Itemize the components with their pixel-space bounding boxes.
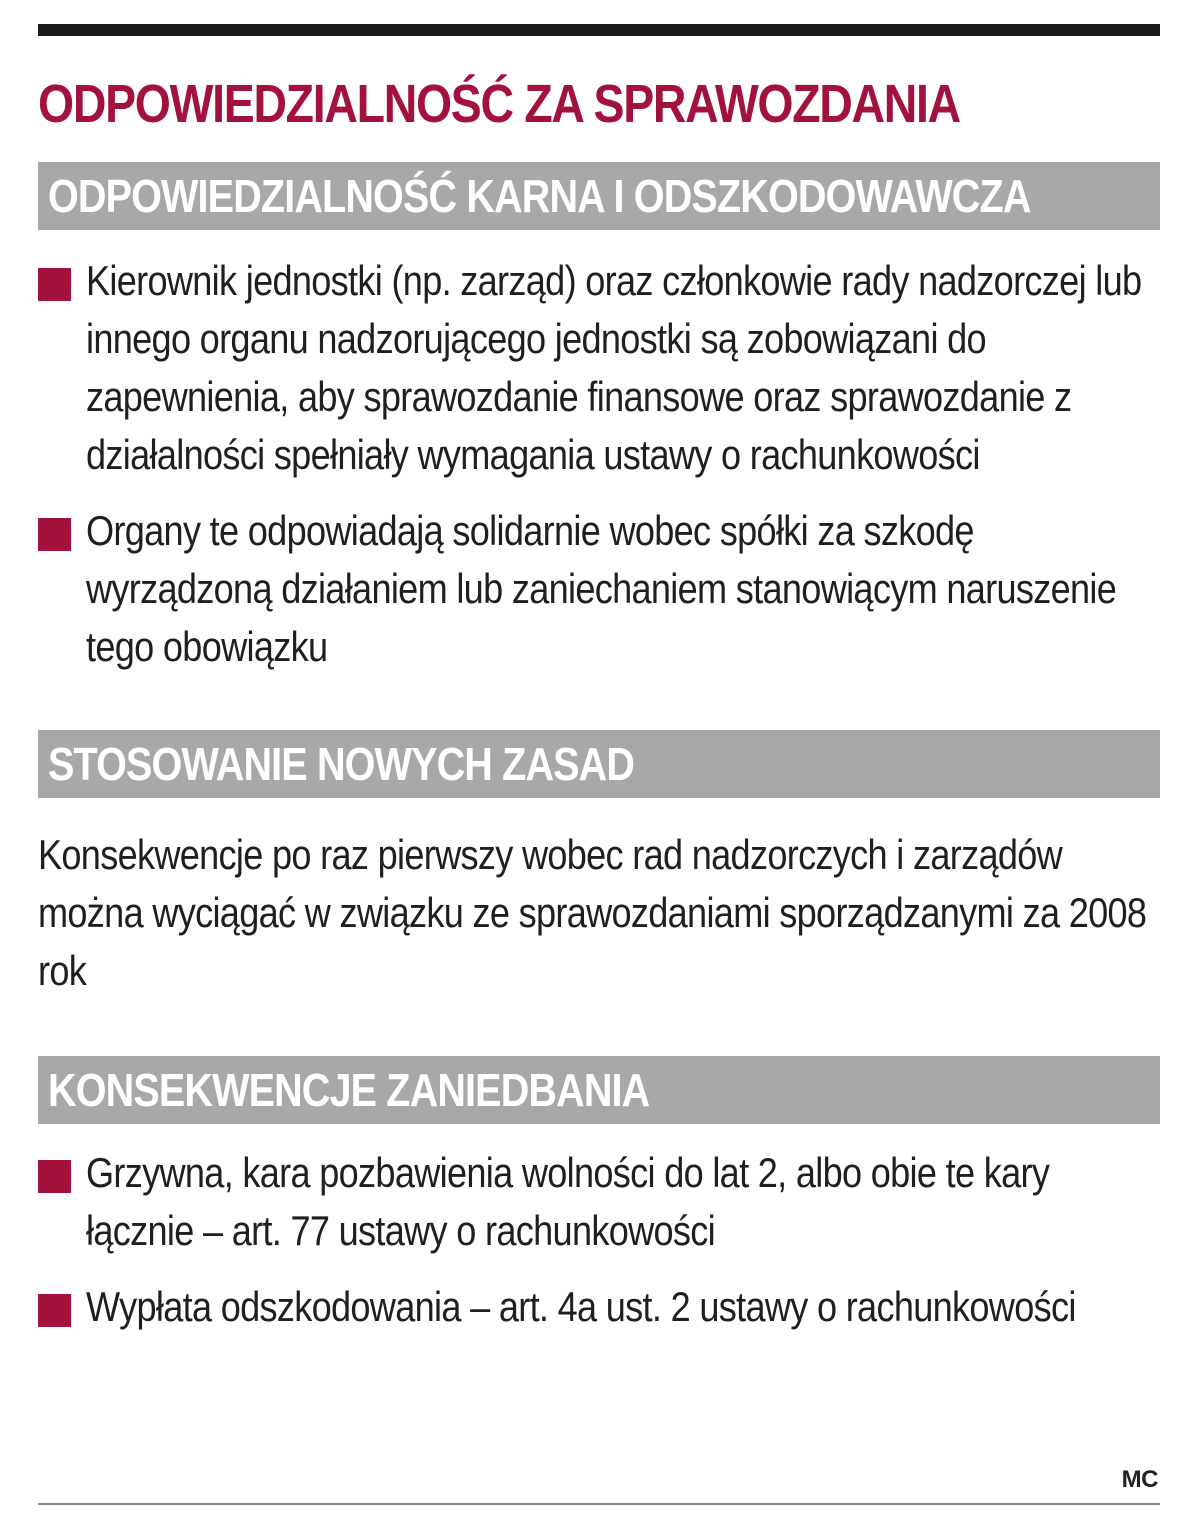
- bullet-square-icon: [38, 1294, 71, 1327]
- infographic-frame: [38, 24, 1160, 1336]
- list-item: Kierownik jednostki (np. zarząd) oraz członkowie rady nadzorczej lub innego organu nadzorującego jednostki są zobowiązani do zapewnienia, aby sprawozdanie finansowe oraz sprawozdanie z działalności spełniały wymagania ustawy o rachunkowości: [38, 252, 1160, 484]
- section-heading-liability: [38, 162, 1160, 230]
- section-heading-text: KONSEKWENCJE ZANIEDBANIA: [48, 1064, 650, 1116]
- list-item: Grzywna, kara pozbawienia wolności do lat 2, albo obie te kary łącznie – art. 77 ustawy o rachunkowości: [38, 1144, 1160, 1260]
- section-heading-text: STOSOWANIE NOWYCH ZASAD: [48, 738, 635, 790]
- section-heading-new-rules: [38, 730, 1160, 798]
- author-credit: MC: [1121, 1466, 1158, 1493]
- section-heading-text: ODPOWIEDZIALNOŚĆ KARNA I ODSZKODOWAWCZA: [48, 170, 1031, 222]
- bullet-square-icon: [38, 518, 71, 551]
- bottom-rule: [38, 1503, 1160, 1505]
- section-heading-consequences: [38, 1056, 1160, 1124]
- liability-list: [38, 252, 1160, 676]
- bullet-square-icon: [38, 1160, 71, 1193]
- page-title: ODPOWIEDZIALNOŚĆ ZA SPRAWOZDANIA: [38, 74, 960, 134]
- bullet-square-icon: [38, 268, 71, 301]
- list-item: Wypłata odszkodowania – art. 4a ust. 2 ustawy o rachunkowości: [38, 1278, 1160, 1336]
- top-rule: [38, 24, 1160, 36]
- new-rules-paragraph: Konsekwencje po raz pierwszy wobec rad nadzorczych i zarządów można wyciągać w związku ze sprawozdaniami sporządzanymi za 2008 rok: [38, 831, 1147, 994]
- consequences-list: [38, 1144, 1160, 1336]
- list-item: Organy te odpowiadają solidarnie wobec spółki za szkodę wyrządzoną działaniem lub zaniechaniem stanowiącym naruszenie tego obowiązku: [38, 502, 1160, 676]
